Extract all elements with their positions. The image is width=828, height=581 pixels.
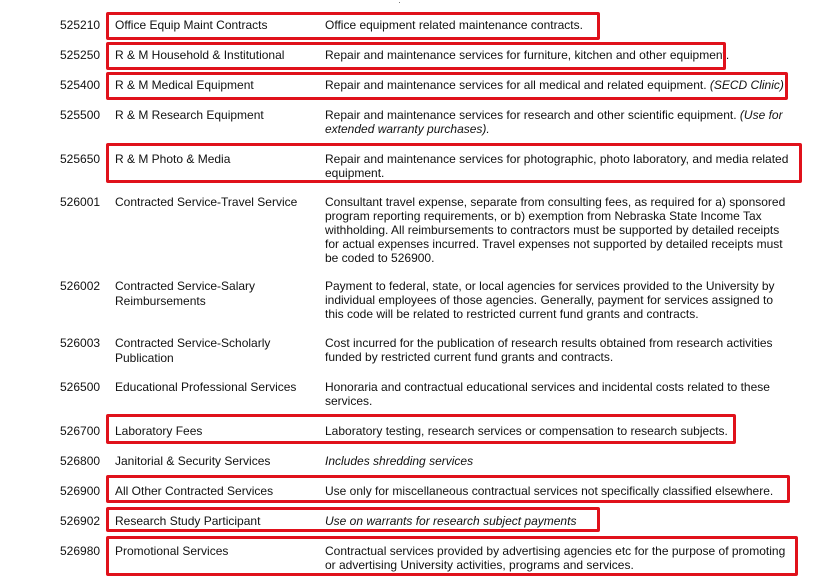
- account-code: 526002: [60, 279, 101, 293]
- account-code: 525650: [60, 152, 101, 166]
- account-description: Laboratory testing, research services or compensation to research subjects.: [325, 424, 728, 438]
- account-name: Contracted Service-Scholarly Publication: [115, 336, 271, 365]
- account-name: Educational Professional Services: [115, 380, 297, 394]
- account-description: Payment to federal, state, or local agencies for services provided to the University by individual employees of those agencies. Generally, payment for services assigned to this code will be related to restricted current fund grants and contracts.: [325, 279, 775, 321]
- description-note: (SECD Clinic): [709, 78, 784, 92]
- account-name: Research Study Participant: [115, 514, 261, 528]
- account-name: Office Equip Maint Contracts: [115, 18, 268, 32]
- description-note: Use on warrants for research subject payments: [325, 514, 577, 528]
- account-code: 525210: [60, 18, 101, 32]
- account-code: 526700: [60, 424, 101, 438]
- account-code: 526500: [60, 380, 101, 394]
- account-code: 525400: [60, 78, 101, 92]
- account-name: Janitorial & Security Services: [115, 454, 271, 468]
- account-name: R & M Medical Equipment: [115, 78, 254, 92]
- page-top-fragment: ·: [398, 0, 401, 7]
- account-description: Use only for miscellaneous contractual services not specifically classified elsewhere.: [325, 484, 774, 498]
- account-code: 525250: [60, 48, 101, 62]
- account-code: 526980: [60, 544, 101, 558]
- account-description: Consultant travel expense, separate from consulting fees, as required for a) sponsored program reporting requirements, or b) exemption from Nebraska State Income Tax withholding. All reimbursements to contractors must be supported by detailed receipts for actual expenses incurred. Travel expenses not supported by detailed receipts must be coded to 526900.: [325, 195, 786, 265]
- account-description: Contractual services provided by advertising agencies etc for the purpose of promoting or advertising University activities, programs and services.: [325, 544, 786, 572]
- account-name: Laboratory Fees: [115, 424, 203, 438]
- description-text: Repair and maintenance services for all medical and related equipment.: [325, 78, 707, 92]
- description-note: (Use for extended warranty purchases).: [325, 108, 783, 136]
- account-description: [325, 454, 795, 468]
- account-code: 526900: [60, 484, 101, 498]
- account-code: 526902: [60, 514, 101, 528]
- account-code: 525500: [60, 108, 101, 122]
- account-description: Repair and maintenance services for furniture, kitchen and other equipment.: [325, 48, 730, 62]
- account-name: Contracted Service-Salary Reimbursements: [115, 279, 256, 308]
- description-text: Repair and maintenance services for research and other scientific equipment.: [325, 108, 737, 122]
- account-description: Repair and maintenance services for photographic, photo laboratory, and media related equipment.: [325, 152, 789, 180]
- account-name: R & M Research Equipment: [115, 108, 264, 122]
- account-description: [325, 108, 795, 136]
- account-description: Honoraria and contractual educational services and incidental costs related to these services.: [325, 380, 770, 408]
- account-name: Promotional Services: [115, 544, 229, 558]
- account-name: All Other Contracted Services: [115, 484, 274, 498]
- account-name: R & M Household & Institutional: [115, 48, 285, 62]
- description-note: Includes shredding services: [325, 454, 474, 468]
- account-code: 526001: [60, 195, 101, 209]
- account-description: Cost incurred for the publication of research results obtained from research activities funded by restricted current fund grants and contracts.: [325, 336, 773, 364]
- account-description: Office equipment related maintenance contracts.: [325, 18, 583, 32]
- account-name: R & M Photo & Media: [115, 152, 231, 166]
- account-name: Contracted Service-Travel Service: [115, 195, 298, 209]
- account-code: 526003: [60, 336, 101, 350]
- account-description: [325, 514, 795, 528]
- account-description: [325, 78, 795, 92]
- account-code: 526800: [60, 454, 101, 468]
